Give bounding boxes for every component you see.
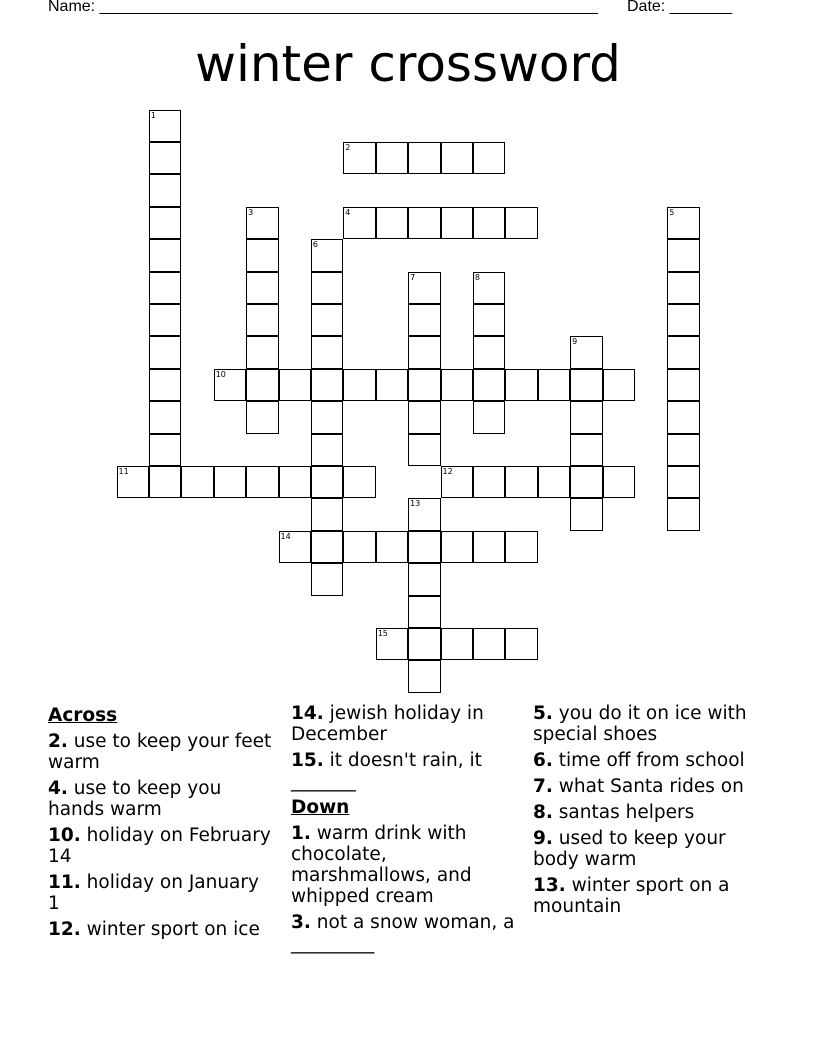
cell-number: 9 bbox=[572, 337, 578, 347]
crossword-cell-11[interactable] bbox=[117, 466, 150, 499]
crossword-cell[interactable] bbox=[667, 239, 700, 272]
crossword-cell[interactable] bbox=[570, 466, 603, 499]
crossword-cell[interactable] bbox=[408, 434, 441, 467]
clue-column-2 bbox=[291, 703, 519, 959]
crossword-cell[interactable] bbox=[149, 207, 182, 240]
clue-across-12: 12. winter sport on ice bbox=[48, 919, 260, 940]
crossword-cell[interactable] bbox=[408, 563, 441, 596]
clue-down-13: 13. winter sport on a mountain bbox=[533, 875, 730, 917]
crossword-cell[interactable] bbox=[408, 628, 441, 661]
cell-number: 6 bbox=[312, 240, 318, 250]
crossword-cell[interactable] bbox=[505, 466, 538, 499]
crossword-cell[interactable] bbox=[376, 531, 409, 564]
crossword-cell[interactable] bbox=[408, 207, 441, 240]
crossword-cell[interactable] bbox=[149, 142, 182, 175]
crossword-cell[interactable] bbox=[505, 531, 538, 564]
crossword-cell[interactable] bbox=[570, 498, 603, 531]
crossword-cell[interactable] bbox=[376, 207, 409, 240]
crossword-cell[interactable] bbox=[149, 434, 182, 467]
crossword-cell-15[interactable] bbox=[376, 628, 409, 661]
clue-column-3 bbox=[533, 703, 761, 922]
crossword-cell[interactable] bbox=[441, 369, 474, 402]
crossword-cell[interactable] bbox=[149, 272, 182, 305]
cell-number: 5 bbox=[669, 207, 675, 217]
clue-across-4: 4. use to keep you hands warm bbox=[48, 778, 222, 820]
crossword-cell[interactable] bbox=[538, 466, 571, 499]
page-title: winter crossword bbox=[195, 35, 621, 93]
crossword-cell[interactable] bbox=[279, 369, 312, 402]
crossword-cell[interactable] bbox=[311, 434, 344, 467]
cell-number: 4 bbox=[345, 207, 351, 217]
crossword-cell[interactable] bbox=[441, 142, 474, 175]
crossword-cell-9[interactable] bbox=[570, 336, 603, 369]
crossword-cell[interactable] bbox=[246, 336, 279, 369]
date-field[interactable]: Date: _______ bbox=[627, 0, 732, 15]
crossword-cell[interactable] bbox=[408, 401, 441, 434]
crossword-cell[interactable] bbox=[311, 563, 344, 596]
clue-down-6: 6. time off from school bbox=[533, 750, 745, 771]
crossword-cell[interactable] bbox=[376, 369, 409, 402]
crossword-cell[interactable] bbox=[149, 336, 182, 369]
crossword-cell[interactable] bbox=[408, 304, 441, 337]
crossword-cell[interactable] bbox=[149, 401, 182, 434]
crossword-cell[interactable] bbox=[311, 336, 344, 369]
cell-number: 14 bbox=[280, 531, 291, 541]
crossword-cell[interactable] bbox=[246, 369, 279, 402]
cell-number: 2 bbox=[345, 142, 351, 152]
crossword-cell[interactable] bbox=[441, 628, 474, 661]
clue-down-5: 5. you do it on ice with special shoes bbox=[533, 703, 747, 745]
crossword-cell[interactable] bbox=[408, 596, 441, 629]
clue-across-11: 11. holiday on January 1 bbox=[48, 872, 259, 914]
crossword-cell-1[interactable] bbox=[149, 110, 182, 143]
crossword-cell[interactable] bbox=[408, 369, 441, 402]
crossword-cell[interactable] bbox=[408, 142, 441, 175]
crossword-cell[interactable] bbox=[473, 336, 506, 369]
crossword-cell[interactable] bbox=[473, 401, 506, 434]
crossword-cell[interactable] bbox=[214, 466, 247, 499]
crossword-cell[interactable] bbox=[246, 304, 279, 337]
cell-number: 8 bbox=[474, 272, 480, 282]
crossword-cell-14[interactable] bbox=[279, 531, 312, 564]
crossword-cell[interactable] bbox=[311, 304, 344, 337]
crossword-cell[interactable] bbox=[149, 239, 182, 272]
crossword-cell-5[interactable] bbox=[667, 207, 700, 240]
clue-down-7: 7. what Santa rides on bbox=[533, 776, 744, 797]
crossword-cell-6[interactable] bbox=[311, 239, 344, 272]
crossword-cell[interactable] bbox=[667, 434, 700, 467]
cell-number: 3 bbox=[248, 207, 254, 217]
crossword-cell[interactable] bbox=[667, 466, 700, 499]
crossword-cell-10[interactable] bbox=[214, 369, 247, 402]
crossword-cell[interactable] bbox=[473, 207, 506, 240]
crossword-cell[interactable] bbox=[603, 369, 636, 402]
crossword-cell[interactable] bbox=[246, 272, 279, 305]
clue-down-8: 8. santas helpers bbox=[533, 802, 695, 823]
crossword-cell[interactable] bbox=[311, 531, 344, 564]
name-field[interactable]: Name: ________________________________________________________ bbox=[48, 0, 598, 15]
crossword-cell[interactable] bbox=[311, 272, 344, 305]
cell-number: 12 bbox=[442, 466, 453, 476]
crossword-cell[interactable] bbox=[505, 207, 538, 240]
across-heading: Across bbox=[48, 705, 118, 726]
cell-number: 13 bbox=[410, 499, 421, 509]
clue-column-1 bbox=[48, 703, 276, 945]
crossword-cell[interactable] bbox=[149, 174, 182, 207]
clue-down-9: 9. used to keep your body warm bbox=[533, 828, 726, 870]
cell-number: 10 bbox=[215, 369, 226, 379]
crossword-cell[interactable] bbox=[408, 660, 441, 693]
crossword-cell[interactable] bbox=[343, 466, 376, 499]
crossword-cell[interactable] bbox=[505, 369, 538, 402]
crossword-cell[interactable] bbox=[667, 272, 700, 305]
crossword-cell-2[interactable] bbox=[343, 142, 376, 175]
crossword-cell[interactable] bbox=[408, 336, 441, 369]
crossword-cell-12[interactable] bbox=[441, 466, 474, 499]
crossword-cell[interactable] bbox=[667, 336, 700, 369]
crossword-cell[interactable] bbox=[181, 466, 214, 499]
crossword-cell[interactable] bbox=[441, 531, 474, 564]
down-heading: Down bbox=[291, 797, 350, 818]
cell-number: 1 bbox=[150, 110, 156, 120]
clue-down-3: 3. not a snow woman, a _________ bbox=[291, 912, 515, 954]
clue-across-15: 15. it doesn't rain, it _______ bbox=[291, 750, 482, 792]
crossword-cell[interactable] bbox=[473, 531, 506, 564]
cell-number: 7 bbox=[410, 272, 416, 282]
crossword-cell[interactable] bbox=[343, 531, 376, 564]
crossword-cell[interactable] bbox=[473, 142, 506, 175]
crossword-cell-7[interactable] bbox=[408, 272, 441, 305]
crossword-cell[interactable] bbox=[311, 401, 344, 434]
crossword-cell[interactable] bbox=[473, 466, 506, 499]
crossword-cell[interactable] bbox=[441, 207, 474, 240]
clue-down-1: 1. warm drink with chocolate, marshmallows, and whipped cream bbox=[291, 823, 472, 907]
clue-across-14: 14. jewish holiday in December bbox=[291, 703, 484, 745]
clue-across-10: 10. holiday on February 14 bbox=[48, 825, 271, 867]
crossword-cell[interactable] bbox=[603, 466, 636, 499]
crossword-cell[interactable] bbox=[149, 304, 182, 337]
cell-number: 11 bbox=[118, 466, 129, 476]
crossword-cell[interactable] bbox=[246, 401, 279, 434]
crossword-cell[interactable] bbox=[246, 466, 279, 499]
crossword-cell[interactable] bbox=[376, 142, 409, 175]
crossword-cell[interactable] bbox=[149, 466, 182, 499]
crossword-cell[interactable] bbox=[570, 434, 603, 467]
crossword-cell-4[interactable] bbox=[343, 207, 376, 240]
crossword-cell[interactable] bbox=[149, 369, 182, 402]
crossword-cell[interactable] bbox=[311, 369, 344, 402]
crossword-cell-13[interactable] bbox=[408, 498, 441, 531]
crossword-cell-8[interactable] bbox=[473, 272, 506, 305]
cell-number: 15 bbox=[377, 628, 388, 638]
crossword-cell[interactable] bbox=[343, 369, 376, 402]
crossword-cell[interactable] bbox=[311, 466, 344, 499]
clue-across-2: 2. use to keep your feet warm bbox=[48, 731, 272, 773]
crossword-cell[interactable] bbox=[570, 401, 603, 434]
crossword-cell[interactable] bbox=[538, 369, 571, 402]
crossword-cell[interactable] bbox=[570, 369, 603, 402]
crossword-cell[interactable] bbox=[667, 369, 700, 402]
crossword-cell[interactable] bbox=[667, 401, 700, 434]
crossword-cell[interactable] bbox=[246, 239, 279, 272]
crossword-cell[interactable] bbox=[473, 369, 506, 402]
crossword-cell[interactable] bbox=[311, 498, 344, 531]
crossword-cell[interactable] bbox=[505, 628, 538, 661]
crossword-cell[interactable] bbox=[279, 466, 312, 499]
crossword-cell-3[interactable] bbox=[246, 207, 279, 240]
crossword-cell[interactable] bbox=[408, 531, 441, 564]
crossword-cell[interactable] bbox=[667, 304, 700, 337]
crossword-cell[interactable] bbox=[473, 628, 506, 661]
crossword-cell[interactable] bbox=[667, 498, 700, 531]
crossword-cell[interactable] bbox=[473, 304, 506, 337]
